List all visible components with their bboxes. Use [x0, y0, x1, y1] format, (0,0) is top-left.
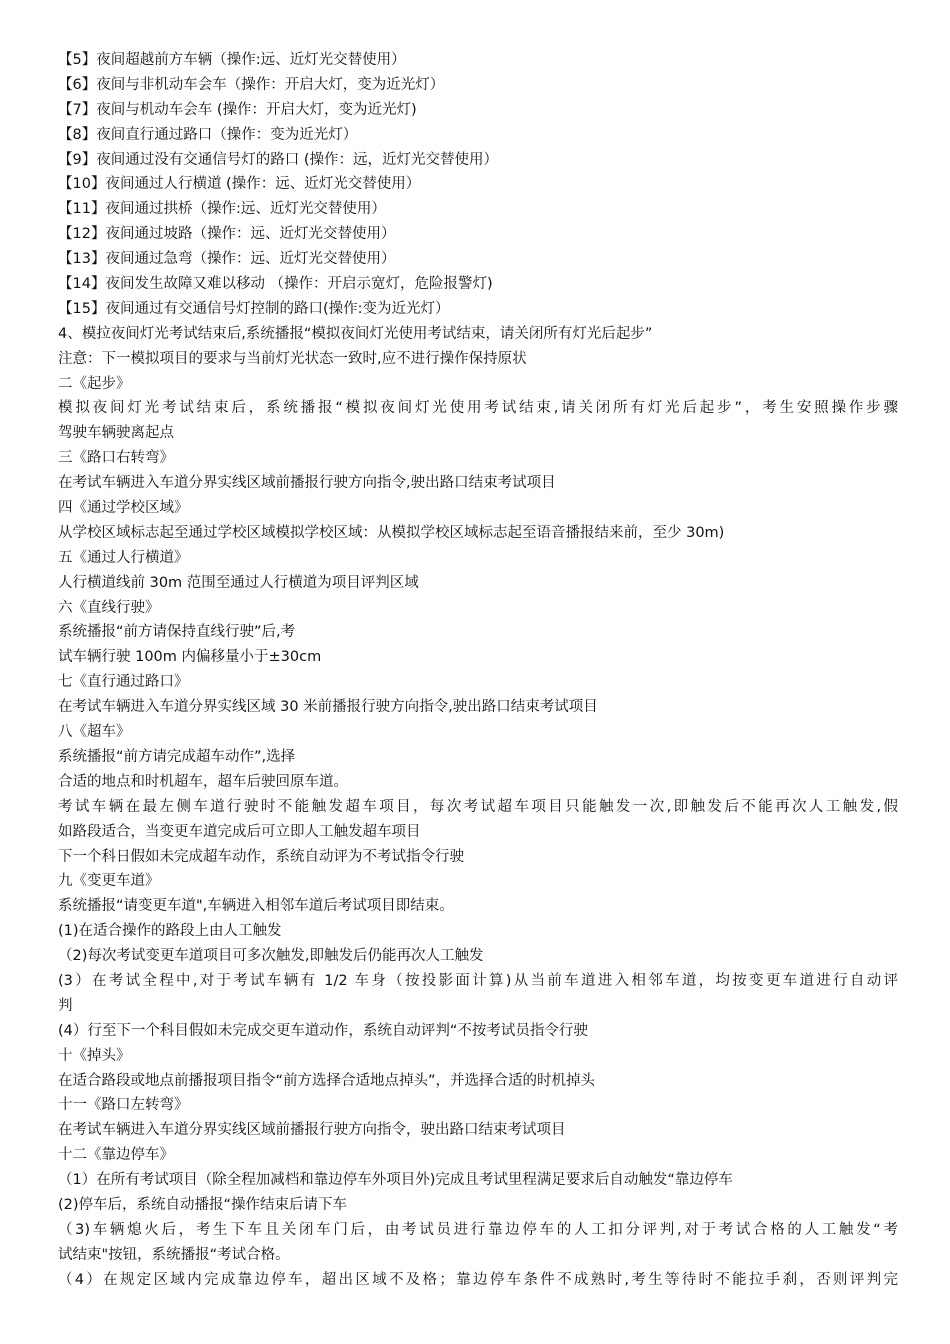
text-line: 系统播报“前方请保持直线行驶”后,考: [58, 624, 296, 641]
text-line: 十《掉头》: [58, 1047, 131, 1064]
text-line: 十一《路口左转弯》: [58, 1097, 189, 1114]
text-line: 在考试车辆进入车道分界实线区域前播报行驶方向指令，驶出路口结束考试项目: [58, 1122, 566, 1139]
text-line: 在考试车辆进入车道分界实线区域前播报行驶方向指令,驶出路口结束考试项目: [58, 475, 556, 492]
text-line: 注意：下一模拟项目的要求与当前灯光状态一致时,应不进行操作保持原状: [58, 350, 527, 367]
text-line: 系统播报“请变更车道",车辆进入相邻车道后考试项目即结束。: [58, 898, 454, 915]
text-line: 五《通过人行横道》: [58, 549, 189, 566]
text-line: 【9】夜间通过没有交通信号灯的路口 (操作：远，近灯光交替使用）: [58, 151, 498, 168]
text-line: 三《路口右转弯》: [58, 450, 174, 467]
text-line: 下一个科日假如未完成超车动作，系统自动评为不考试指令行驶: [58, 848, 464, 865]
text-line: 七《直行通过路口》: [58, 674, 189, 691]
text-line: 系统播报“前方请完成超车动作”,选择: [58, 748, 296, 765]
text-line: 试结束"按钮，系统播报“考试合格。: [58, 1246, 290, 1263]
text-line: 十二《靠边停车》: [58, 1147, 174, 1164]
text-line: 八《超车》: [58, 724, 131, 741]
text-line: 在适合路段或地点前播报项目指令“前方选择合适地点掉头”，并选择合适的时机掉头: [58, 1072, 596, 1089]
text-line: （3)车辆熄火后，考生下车且关闭车门后，由考试员进行靠边停车的人工扣分评判,对于考试合格的人工触发“考: [58, 1221, 898, 1238]
text-line: 【10】夜间通过人行横道 (操作：远、近灯光交替使用）: [58, 176, 421, 193]
text-line: 【15】夜间通过有交通信号灯控制的路口(操作:变为近光灯）: [58, 300, 450, 317]
text-line: 九《变更车道》: [58, 873, 160, 890]
text-line: 【5】夜间超越前方车辆（操作:远、近灯光交替使用）: [58, 52, 406, 68]
text-line: 四《通过学校区域》: [58, 500, 189, 517]
document-page: [58, 48, 898, 1293]
text-line: 人行横道线前 30m 范围至通过人行横道为项目评判区域: [58, 574, 419, 591]
text-line: 【8】夜间直行通过路口（操作：变为近光灯）: [58, 126, 358, 143]
text-line: （4）在规定区域内完成靠边停车，超出区域不及格；靠边停车条件不成熟时,考生等待时不能拉手刹，否则评判完: [58, 1271, 898, 1288]
text-line: （2)每次考试变更车道项目可多次触发,即触发后仍能再次人工触发: [58, 948, 484, 965]
text-line: (2)停车后，系统自动播报“操作结束后请下车: [58, 1196, 348, 1213]
text-line: 【11】夜间通过拱桥（操作:远、近灯光交替使用）: [58, 201, 386, 218]
text-line: 【7】夜间与机动车会车 (操作：开启大灯，变为近光灯): [58, 101, 417, 118]
text-line: (3）在考试全程中,对于考试车辆有 1/2 车身（按投影面计算)从当前车道进入相邻车道，均按变更车道进行自动评: [58, 972, 898, 989]
text-line: 【12】夜间通过坡路（操作：远、近灯光交替使用）: [58, 226, 396, 243]
text-line: 在考试车辆进入车道分界实线区域 30 米前播报行驶方向指令,驶出路口结束考试项目: [58, 699, 598, 716]
text-line: 4、模拉夜间灯光考试结束后,系统播报“模拟夜间灯光使用考试结束，请关闭所有灯光后起步”: [58, 325, 653, 342]
text-line: （1）在所有考试项目（除全程加减档和靠边停车外项目外)完成且考试里程满足要求后自动触发“靠边停车: [58, 1172, 733, 1189]
text-line: 【13】夜间通过急弯（操作：远、近灯光交替使用）: [58, 251, 396, 268]
text-line: 从学校区域标志起至通过学校区域模拟学校区域：从模拟学校区域标志起至语音播报结来前，至少 30m): [58, 524, 725, 541]
text-line: 二《起步》: [58, 375, 131, 392]
text-line: 考试车辆在最左侧车道行驶时不能触发超车项目，每次考试超车项目只能触发一次,即触发后不能再次人工触发,假: [58, 798, 898, 815]
text-line: 六《直线行驶》: [58, 599, 160, 616]
text-line: 合适的地点和时机超车，超车后驶回原车道。: [58, 773, 348, 790]
text-line: (1)在适合操作的路段上由人工触发: [58, 923, 282, 940]
text-line: 【6】夜间与非机动车会车（操作：开启大灯，变为近光灯）: [58, 76, 445, 93]
text-line: 试车辆行驶 100m 内偏移量小于±30cm: [58, 649, 322, 666]
text-line: 如路段适合，当变更车道完成后可立即人工触发超车项目: [58, 823, 421, 840]
text-line: 【14】夜间发生故障又难以移动 （操作：开启示宽灯，危险报警灯): [58, 276, 493, 293]
text-line: 判: [58, 997, 73, 1014]
text-line: 驾驶车辆驶离起点: [58, 425, 174, 442]
text-line: 模拟夜间灯光考试结束后，系统播报“模拟夜间灯光使用考试结束,请关闭所有灯光后起步”，考生安照操作步骤: [58, 400, 898, 417]
text-line: (4）行至下一个科目假如未完成交更车道动作，系统自动评判“不按考试员指令行驶: [58, 1022, 588, 1039]
